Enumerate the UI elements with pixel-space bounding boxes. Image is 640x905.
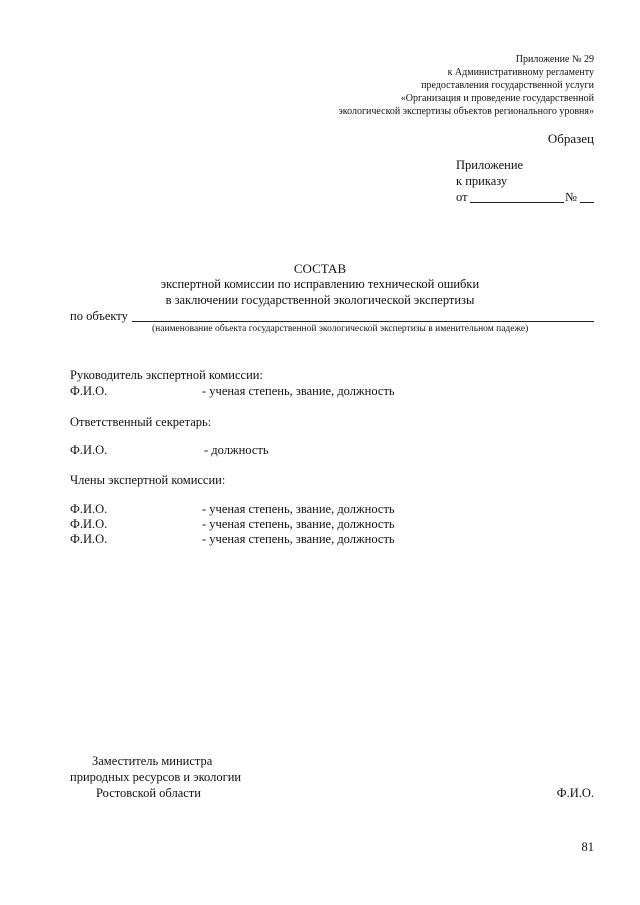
order-number-line (580, 202, 594, 203)
header-line-5: экологической экспертизы объектов регионального уровня» (338, 106, 594, 117)
head-role: - ученая степень, звание, должность (202, 384, 395, 398)
member-role: - ученая степень, звание, должность (202, 502, 395, 516)
head-name: Ф.И.О. (70, 384, 108, 398)
order-number-label: № (565, 190, 577, 204)
order-line-2: к приказу (456, 174, 508, 188)
secretary-row (70, 442, 269, 458)
signature-line-1: Заместитель министра (92, 754, 213, 768)
member-role: - ученая степень, звание, должность (202, 517, 395, 531)
member-row (70, 516, 395, 532)
order-from-label: от (456, 190, 468, 204)
title-line-2: в заключении государственной экологической экспертизы (165, 293, 475, 307)
member-name: Ф.И.О. (70, 502, 108, 516)
order-date-line (470, 202, 564, 203)
object-label: по объекту (70, 309, 128, 323)
order-line-1: Приложение (456, 158, 524, 172)
header-line-4: «Организация и проведение государственной (400, 93, 594, 104)
header-line-2: к Административному регламенту (447, 67, 594, 78)
title-line-1: экспертной комиссии по исправлению технической ошибки (160, 277, 480, 291)
object-line (132, 321, 594, 322)
signature-line-2: природных ресурсов и экологии (70, 770, 242, 784)
member-name: Ф.И.О. (70, 532, 108, 546)
secretary-name: Ф.И.О. (70, 443, 108, 457)
member-row (70, 531, 395, 547)
signature-line-3: Ростовской области (96, 786, 201, 800)
head-label: Руководитель экспертной комиссии: (70, 368, 263, 382)
head-row (70, 383, 395, 399)
secretary-label: Ответственный секретарь: (70, 415, 212, 429)
member-role: - ученая степень, звание, должность (202, 532, 395, 546)
sample-label: Образец (547, 131, 594, 146)
object-hint: (наименование объекта государственной экологической экспертизы в именительном падеже) (152, 324, 529, 334)
secretary-role: - должность (204, 443, 269, 457)
member-row (70, 501, 395, 517)
member-name: Ф.И.О. (70, 517, 108, 531)
header-line-1: Приложение № 29 (515, 54, 594, 65)
header-line-3: предоставления государственной услуги (421, 80, 594, 91)
members-label: Члены экспертной комиссии: (70, 473, 226, 487)
page-number: 81 (581, 840, 594, 854)
title-heading: СОСТАВ (293, 261, 347, 276)
signature-name: Ф.И.О. (556, 786, 594, 800)
